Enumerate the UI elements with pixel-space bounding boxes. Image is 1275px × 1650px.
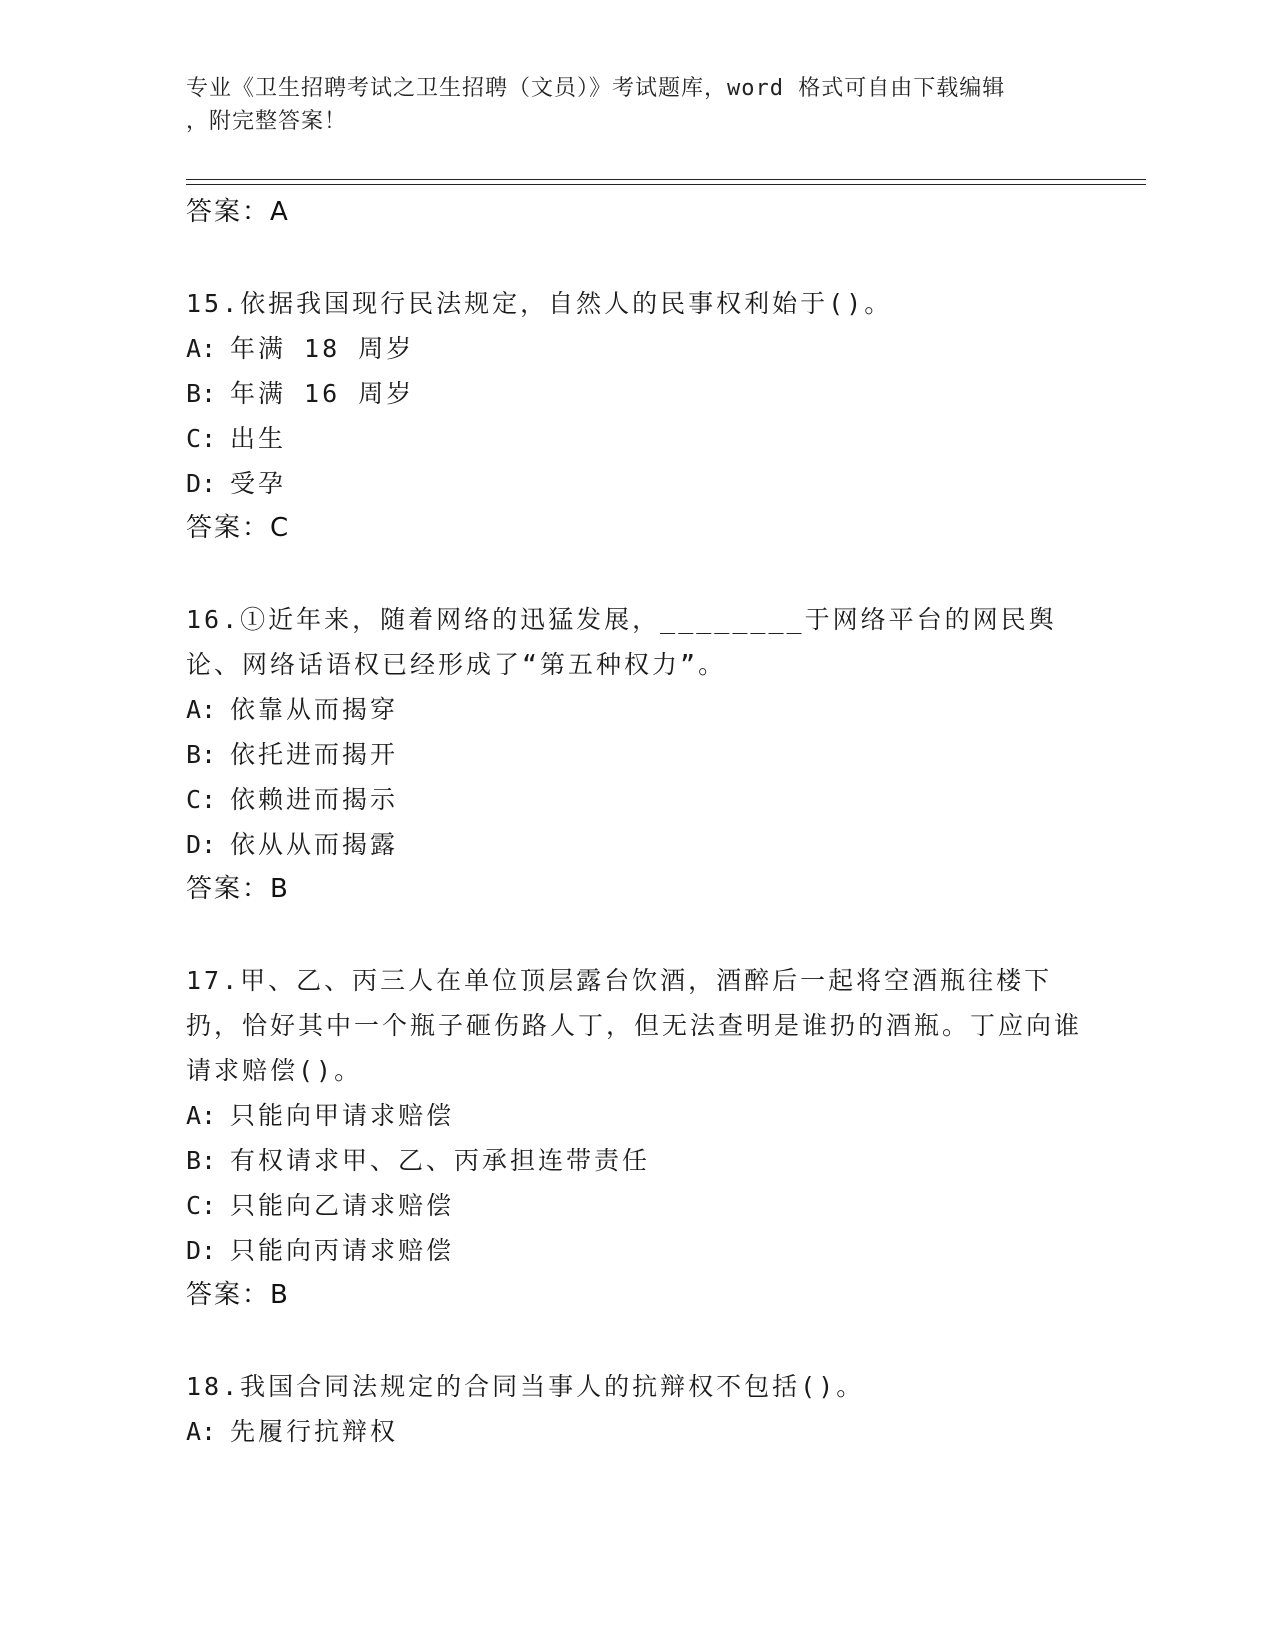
option-b xyxy=(186,1138,1086,1183)
option-a xyxy=(186,1409,1086,1454)
option-text: 依靠从而揭穿 xyxy=(230,695,399,724)
question-item xyxy=(186,1364,1086,1454)
option-text: 年满 16 周岁 xyxy=(230,379,415,408)
option-c xyxy=(186,416,1086,461)
answer-line xyxy=(186,1273,1086,1317)
question-stem: 15.依据我国现行民法规定，自然人的民事权利始于()。 xyxy=(186,289,893,318)
option-key: C: xyxy=(186,1191,217,1220)
option-text: 只能向乙请求赔偿 xyxy=(230,1191,455,1220)
option-key: C: xyxy=(186,785,217,814)
question-stem: 18.我国合同法规定的合同当事人的抗辩权不包括()。 xyxy=(186,1372,865,1401)
answer-value: A xyxy=(270,197,288,227)
option-text: 依赖进而揭示 xyxy=(230,785,399,814)
answer-line xyxy=(186,867,1086,911)
answer-label: 答案： xyxy=(186,1280,271,1310)
question-item xyxy=(186,281,1086,550)
option-a xyxy=(186,687,1086,732)
option-key: B: xyxy=(186,740,217,769)
option-d xyxy=(186,822,1086,867)
option-key: A: xyxy=(186,334,217,363)
option-key: D: xyxy=(186,830,217,859)
question-item xyxy=(186,958,1086,1317)
header-divider-bottom xyxy=(186,184,1146,185)
option-text: 只能向丙请求赔偿 xyxy=(230,1236,455,1265)
option-b xyxy=(186,732,1086,777)
answer-label: 答案： xyxy=(186,874,271,904)
question-stem: 17.甲、乙、丙三人在单位顶层露台饮酒，酒醉后一起将空酒瓶往楼下扔，恰好其中一个瓶子砸伤路人丁，但无法查明是谁扔的酒瓶。丁应向谁请求赔偿()。 xyxy=(186,966,1083,1085)
answer-line xyxy=(186,506,1086,550)
header-line-2: ，附完整答案！ xyxy=(186,109,348,134)
option-key: C: xyxy=(186,424,217,453)
option-key: A: xyxy=(186,1101,217,1130)
option-d xyxy=(186,1228,1086,1273)
option-text: 受孕 xyxy=(230,469,287,498)
option-text: 依托进而揭开 xyxy=(230,740,399,769)
document-header xyxy=(186,72,1066,138)
option-text: 有权请求甲、乙、丙承担连带责任 xyxy=(230,1146,651,1175)
option-a xyxy=(186,326,1086,371)
option-key: B: xyxy=(186,1146,217,1175)
option-c xyxy=(186,1183,1086,1228)
answer-value: B xyxy=(270,1280,288,1310)
header-line-1: 专业《卫生招聘考试之卫生招聘（文员）》考试题库，word 格式可自由下载编辑 xyxy=(186,76,1006,101)
answer-line xyxy=(186,190,1086,234)
option-text: 出生 xyxy=(230,424,287,453)
option-d xyxy=(186,461,1086,506)
option-text: 只能向甲请求赔偿 xyxy=(230,1101,455,1130)
option-text: 依从从而揭露 xyxy=(230,830,399,859)
question-list xyxy=(186,190,1086,1454)
option-key: D: xyxy=(186,1236,217,1265)
option-key: A: xyxy=(186,1417,217,1446)
answer-value: B xyxy=(270,874,288,904)
option-key: A: xyxy=(186,695,217,724)
option-c xyxy=(186,777,1086,822)
answer-label: 答案： xyxy=(186,513,271,543)
answer-label: 答案： xyxy=(186,197,271,227)
header-divider-top xyxy=(186,179,1146,180)
option-a xyxy=(186,1093,1086,1138)
answer-value: C xyxy=(270,513,289,543)
option-b xyxy=(186,371,1086,416)
question-item xyxy=(186,597,1086,911)
option-key: D: xyxy=(186,469,217,498)
option-text: 年满 18 周岁 xyxy=(230,334,415,363)
question-stem: 16.①近年来，随着网络的迅猛发展，________于网络平台的网民舆论、网络话语权已经形成了“第五种权力”。 xyxy=(186,605,1057,679)
option-text: 先履行抗辩权 xyxy=(230,1417,399,1446)
option-key: B: xyxy=(186,379,217,408)
